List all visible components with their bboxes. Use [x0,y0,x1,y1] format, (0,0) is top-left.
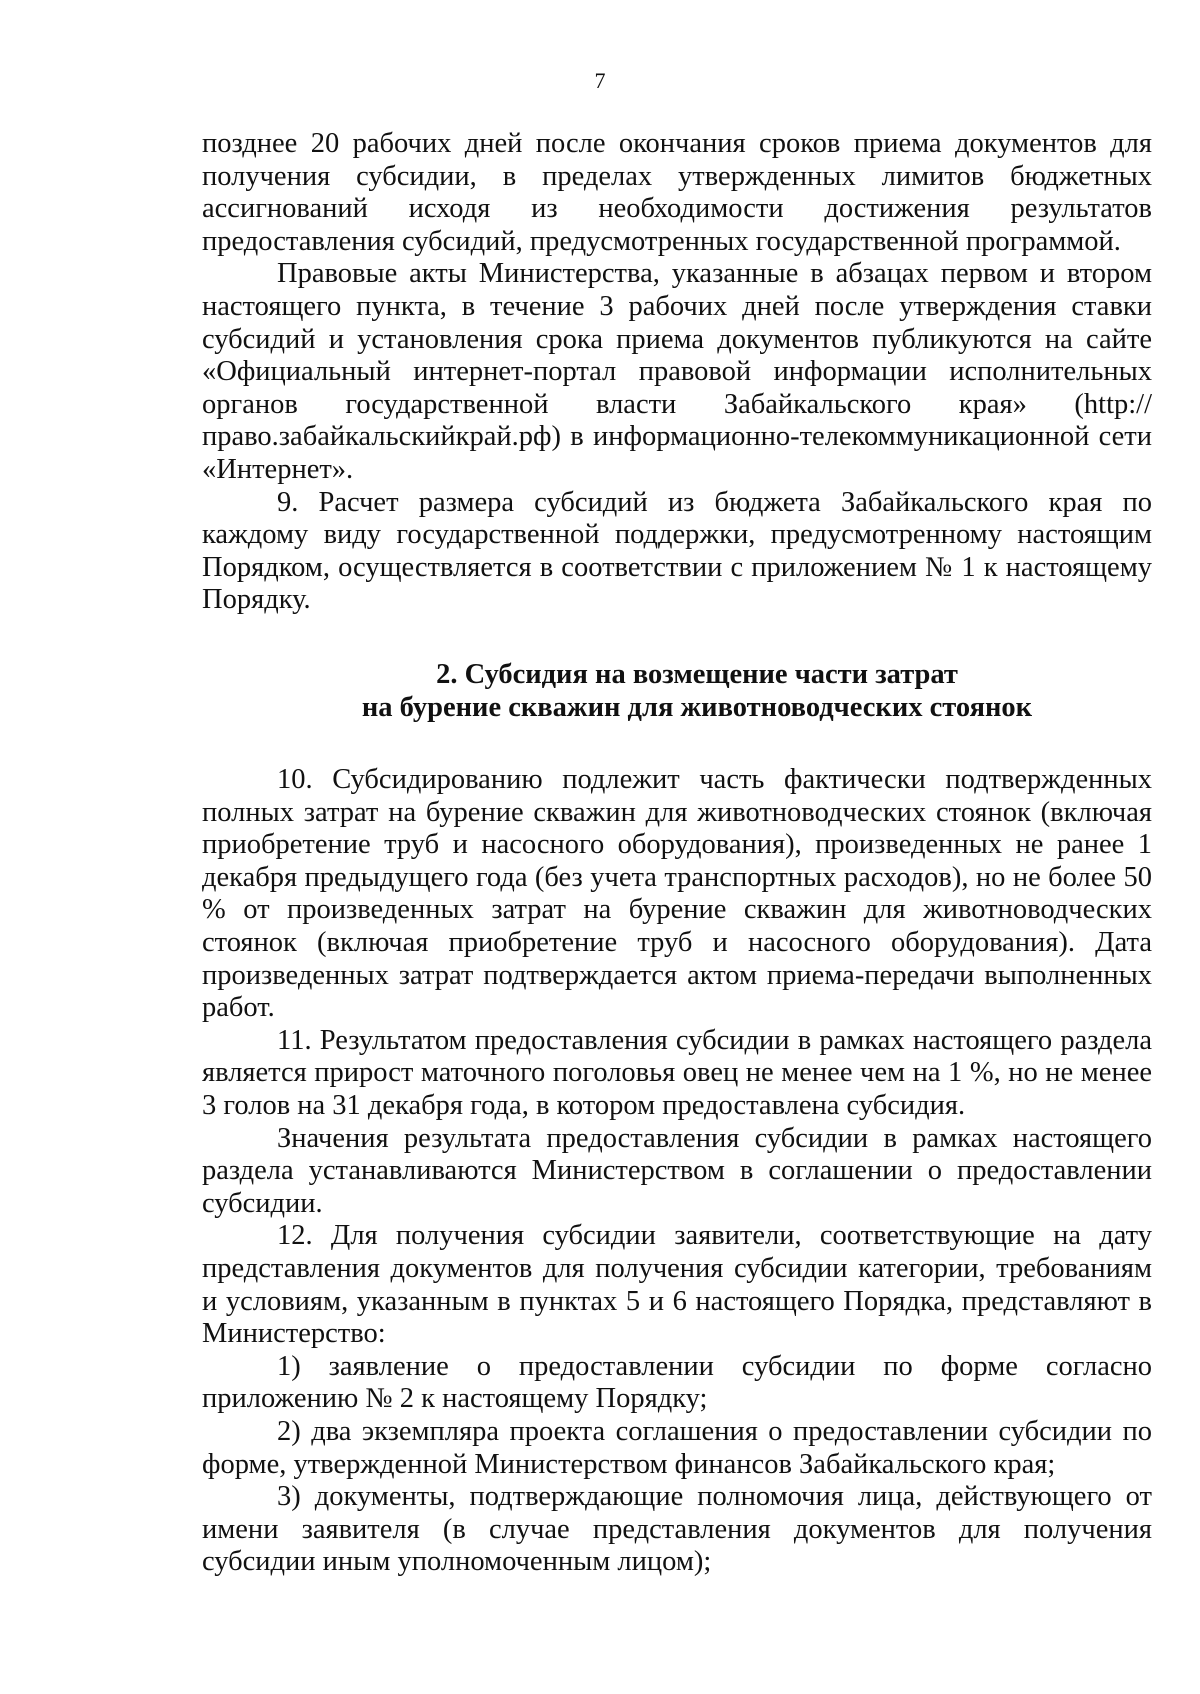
paragraph-item-11: 11. Результатом предоставления субсидии в рамках настоящего раздела является прирост маточного поголовья овец не менее чем на 1 %, но не менее 3 голов на 31 декабря года, в котором предоставлена субсидия. [202,1024,1152,1122]
list-item-3: 3) документы, подтверждающие полномочия лица, действующего от имени заявителя (в случае представления документов для получения субсидии иным уполномоченным лицом); [202,1481,1152,1578]
document-body [202,128,1152,1579]
paragraph-legal-acts-publication: Правовые акты Министерства, указанные в абзацах первом и втором настоящего пункта, в течение 3 рабочих дней после утверждения ставки субсидий и установления срока приема документов публикуются на сайте «Официальный интернет-портал правовой информации исполнительных органов государственной власти Забайкальского края» (http://право.забайкальскийкрай.рф) в информационно-телекоммуникационной сети «Интернет». [202,258,1152,485]
list-item-1: 1) заявление о предоставлении субсидии по форме согласно приложению № 2 к настоящему Порядку; [202,1350,1152,1415]
list-item-2: 2) два экземпляра проекта соглашения о предоставлении субсидии по форме, утвержденной Министерством финансов Забайкальского края; [202,1415,1152,1480]
paragraph-item-10: 10. Субсидированию подлежит часть фактически подтвержденных полных затрат на бурение скважин для животноводческих стоянок (включая приобретение труб и насосного оборудования), произведенных не ранее 1 декабря предыдущего года (без учета транспортных расходов), но не более 50 % от произведенных затрат на бурение скважин для животноводческих стоянок (включая приобретение труб и насосного оборудования). Дата произведенных затрат подтверждается актом приема-передачи выполненных работ. [202,764,1152,1024]
paragraph-item-12: 12. Для получения субсидии заявители, соответствующие на дату представления документов для получения субсидии категории, требованиям и условиям, указанным в пунктах 5 и 6 настоящего Порядка, представляют в Министерство: [202,1220,1152,1350]
paragraph-item-9: 9. Расчет размера субсидий из бюджета Забайкальского края по каждому виду государственной поддержки, предусмотренному настоящим Порядком, осуществляется в соответствии с приложением № 1 к настоящему Порядку. [202,486,1152,616]
section-heading [202,659,1152,724]
section-heading-line-1: 2. Субсидия на возмещение части затрат [436,658,958,690]
paragraph-result-values: Значения результата предоставления субсидии в рамках настоящего раздела устанавливаются Министерством в соглашении о предоставлении субсидии. [202,1122,1152,1219]
page-number: 7 [594,68,606,93]
section-heading-line-2: на бурение скважин для животноводческих стоянок [361,691,1033,723]
paragraph-continuation: позднее 20 рабочих дней после окончания сроков приема документов для получения субсидии, в пределах утвержденных лимитов бюджетных ассигнований исходя из необходимости достижения результатов предоставления субсидий, предусмотренных государственной программой. [202,128,1152,257]
